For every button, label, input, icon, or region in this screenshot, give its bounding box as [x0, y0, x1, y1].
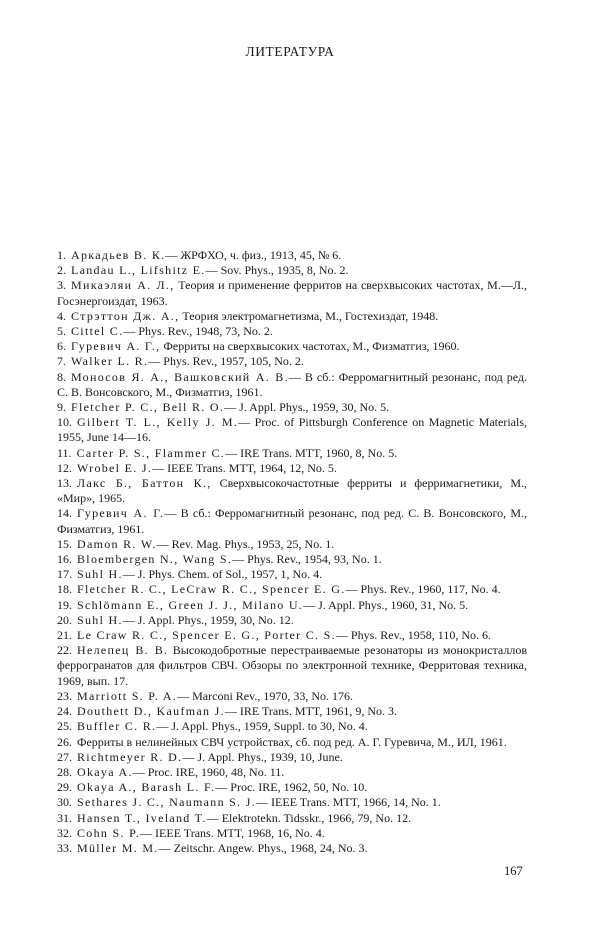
- reference-authors: Fletcher P. C., Bell R. O.: [71, 400, 225, 415]
- reference-source: — J. Appl. Phys., 1959, 30, No. 5.: [224, 400, 390, 415]
- reference-number: 31.: [57, 810, 72, 825]
- reference-number: 16.: [57, 552, 72, 567]
- reference-authors: Damon R. W.: [77, 536, 157, 551]
- reference-item: [57, 613, 527, 628]
- reference-item: [57, 400, 527, 415]
- reference-authors: Buffler C. R.: [77, 719, 157, 734]
- reference-item: [57, 537, 527, 552]
- reference-item: [57, 795, 527, 810]
- reference-number: 28.: [57, 764, 72, 779]
- reference-source: — Proc. IRE, 1962, 50, No. 10.: [215, 780, 368, 795]
- reference-number: 7.: [57, 354, 66, 369]
- reference-number: 24.: [57, 704, 72, 719]
- reference-authors: Gilbert T. L., Kelly J. M.: [77, 415, 239, 430]
- reference-item: [57, 309, 527, 324]
- reference-item: [57, 582, 527, 597]
- reference-authors: Suhl H.: [77, 612, 123, 627]
- reference-number: 18.: [57, 582, 72, 597]
- reference-source: Высокодобротные перестраиваемые резонаторы из монокристаллов феррогранатов для фильтров СВЧ. Обзоры по электронной технике, Ферритовая техника, 1969, вып. 17.: [57, 643, 527, 688]
- reference-source: Ферриты на сверхвысоких частотах, М., Физматгиз, 1960.: [160, 339, 460, 354]
- reference-number: 20.: [57, 612, 72, 627]
- reference-item: [57, 354, 527, 369]
- reference-item: [57, 735, 527, 750]
- reference-item: [57, 765, 527, 780]
- reference-item: [57, 811, 527, 826]
- reference-item: [57, 704, 527, 719]
- reference-authors: Лакс Б., Баттон К.,: [77, 476, 212, 491]
- reference-item: [57, 278, 527, 308]
- reference-source: — Proc. IRE, 1960, 48, No. 11.: [132, 764, 285, 779]
- reference-item: [57, 461, 527, 476]
- reference-authors: Okaya A., Barash L. F.: [77, 780, 216, 795]
- reference-item: [57, 506, 527, 536]
- reference-source: — В сб.: Ферромагнитный резонанс, под ред. С. В. Вонсовского, М., Физматгиз, 1961.: [57, 369, 527, 399]
- reference-item: [57, 826, 527, 841]
- reference-source: — J. Appl. Phys., 1960, 31, No. 5.: [303, 597, 469, 612]
- reference-number: 21.: [57, 628, 72, 643]
- reference-number: 29.: [57, 780, 72, 795]
- reference-number: 25.: [57, 719, 72, 734]
- reference-list: [57, 248, 527, 856]
- reference-number: 13.: [57, 476, 72, 491]
- reference-item: [57, 780, 527, 795]
- reference-source: Теория электромагнетизма, М., Гостехиздат, 1948.: [179, 308, 439, 323]
- reference-source: — Phys. Rev., 1954, 93, No. 1.: [232, 552, 382, 567]
- reference-number: 5.: [57, 324, 66, 339]
- reference-item: [57, 248, 527, 263]
- reference-authors: Schlömann E., Green J. J., Milano U.: [77, 597, 304, 612]
- reference-authors: Микаэляи А. Л.,: [71, 278, 175, 293]
- reference-source: — IRE Trans. MTT, 1960, 8, No. 5.: [225, 445, 398, 460]
- reference-authors: Гуревич А. Г.,: [71, 339, 161, 354]
- reference-authors: Le Craw R. C., Spencer E. G., Porter C. S.: [77, 628, 336, 643]
- reference-source: — J. Appl. Phys., 1959, 30, No. 12.: [122, 612, 294, 627]
- reference-item: [57, 339, 527, 354]
- reference-number: 33.: [57, 840, 72, 855]
- reference-source: — Marconi Rev., 1970, 33, No. 176.: [177, 688, 353, 703]
- reference-source: — Phys. Rev., 1960, 117, No. 4.: [345, 582, 501, 597]
- reference-authors: Walker L. R.: [71, 354, 149, 369]
- reference-source: — Elektrotekn. Tidsskr., 1966, 79, No. 12.: [206, 810, 412, 825]
- reference-source: — Rev. Mag. Phys., 1953, 25, No. 1.: [156, 536, 335, 551]
- reference-item: [57, 628, 527, 643]
- reference-source: — IEEE Trans. MTT, 1966, 14, No. 1.: [256, 795, 441, 810]
- reference-item: [57, 750, 527, 765]
- reference-number: 3.: [57, 278, 66, 293]
- reference-number: 15.: [57, 536, 72, 551]
- reference-source: — IEEE Trans. MTT, 1964, 12, No. 5.: [152, 460, 337, 475]
- reference-source: — J. Appl. Phys., 1959, Suppl. to 30, No. 4.: [156, 719, 368, 734]
- reference-authors: Marriott S. P. A.: [77, 688, 178, 703]
- reference-authors: Нелепец В. В.: [77, 643, 169, 658]
- reference-source: — Phys. Rev., 1948, 73, No. 2.: [123, 324, 273, 339]
- reference-authors: Стрэттон Дж. А.,: [71, 308, 180, 323]
- page-number: 167: [504, 864, 523, 878]
- reference-source: — J. Appl. Phys., 1939, 10, June.: [182, 749, 343, 764]
- reference-authors: Müller M. M.: [77, 840, 159, 855]
- reference-number: 1.: [57, 248, 66, 262]
- reference-authors: Richtmeyer R. D.: [77, 749, 183, 764]
- reference-source: — J. Phys. Chem. of Sol., 1957, 1, No. 4.: [122, 567, 323, 582]
- reference-number: 2.: [57, 263, 66, 278]
- reference-number: 11.: [57, 445, 72, 460]
- reference-number: 26.: [57, 734, 72, 749]
- reference-authors: Cittel C.: [71, 324, 124, 339]
- reference-authors: Sethares J. C., Naumann S. J.: [77, 795, 257, 810]
- reference-item: [57, 446, 527, 461]
- reference-number: 8.: [57, 369, 66, 384]
- reference-authors: Wrobel E. J.: [77, 460, 153, 475]
- reference-authors: Carter P. S., Flammer C.: [76, 445, 226, 460]
- reference-item: [57, 370, 527, 400]
- reference-number: 17.: [57, 567, 72, 582]
- reference-source: — Phys. Rev., 1958, 110, No. 6.: [335, 628, 492, 643]
- reference-number: 19.: [57, 597, 72, 612]
- reference-number: 32.: [57, 825, 72, 840]
- reference-authors: Cohn S. P.: [77, 825, 141, 840]
- reference-source: — Sov. Phys., 1935, 8, No. 2.: [205, 263, 349, 278]
- reference-item: [57, 689, 527, 704]
- page-title: ЛИТЕРАТУРА: [245, 44, 335, 59]
- reference-number: 12.: [57, 460, 72, 475]
- reference-authors: Аркадьев В. К.: [71, 248, 166, 262]
- reference-source: — IEEE Trans. MTT, 1968, 16, No. 4.: [140, 825, 325, 840]
- reference-authors: Моносов Я. А., Вашковский А. В.: [71, 369, 289, 384]
- reference-source: — Zeitschr. Angew. Phys., 1968, 24, No. 3.: [158, 840, 368, 855]
- reference-source: — ЖРФХО, ч. физ., 1913, 45, № 6.: [165, 248, 342, 262]
- reference-item: [57, 324, 527, 339]
- reference-number: 14.: [57, 506, 72, 521]
- reference-authors: Hansen T., Iveland T.: [77, 810, 207, 825]
- reference-source: — IRE Trans. MTT, 1961, 9, No. 3.: [224, 704, 398, 719]
- reference-authors: Fletcher R. C., LeCraw R. C., Spencer E. G.: [77, 582, 346, 597]
- reference-number: 22.: [57, 643, 72, 658]
- reference-item: [57, 567, 527, 582]
- reference-authors: Гуревич А. Г.: [77, 506, 165, 521]
- reference-source: — В сб.: Ферромагнитный резонанс, под ред. С. В. Вонсовского, М., Физматгиз, 1961.: [57, 506, 527, 536]
- reference-number: 10.: [57, 415, 72, 430]
- reference-authors: Bloembergen N., Wang S.: [77, 552, 233, 567]
- reference-source: — Phys. Rev., 1957, 105, No. 2.: [148, 354, 304, 369]
- reference-source: — Proc. of Pittsburgh Conference on Magnetic Materials, 1955, June 14—16.: [57, 415, 527, 445]
- reference-source: Теория и применение ферритов на сверхвысоких частотах, М.—Л., Госэнергоиздат, 1963.: [57, 278, 527, 308]
- reference-authors: Suhl H.: [77, 567, 123, 582]
- reference-item: [57, 598, 527, 613]
- reference-authors: Douthett D., Kaufman J.: [77, 704, 225, 719]
- reference-item: [57, 841, 527, 856]
- reference-authors: Landau L., Lifshitz E.: [71, 263, 206, 278]
- reference-item: [57, 476, 527, 506]
- reference-source: Ферриты в нелинейных СВЧ устройствах, сб. под ред. А. Г. Гуревича, М., ИЛ, 1961.: [77, 734, 507, 749]
- reference-source: Сверхвысокочастотные ферриты и ферримагнетики, М., «Мир», 1965.: [57, 476, 527, 506]
- reference-item: [57, 415, 527, 445]
- reference-number: 6.: [57, 339, 66, 354]
- reference-number: 4.: [57, 308, 66, 323]
- reference-number: 27.: [57, 749, 72, 764]
- reference-number: 30.: [57, 795, 72, 810]
- reference-number: 23.: [57, 688, 72, 703]
- reference-authors: Okaya A.: [77, 764, 133, 779]
- reference-item: [57, 552, 527, 567]
- reference-item: [57, 643, 527, 689]
- reference-item: [57, 719, 527, 734]
- reference-item: [57, 263, 527, 278]
- reference-number: 9.: [57, 400, 66, 415]
